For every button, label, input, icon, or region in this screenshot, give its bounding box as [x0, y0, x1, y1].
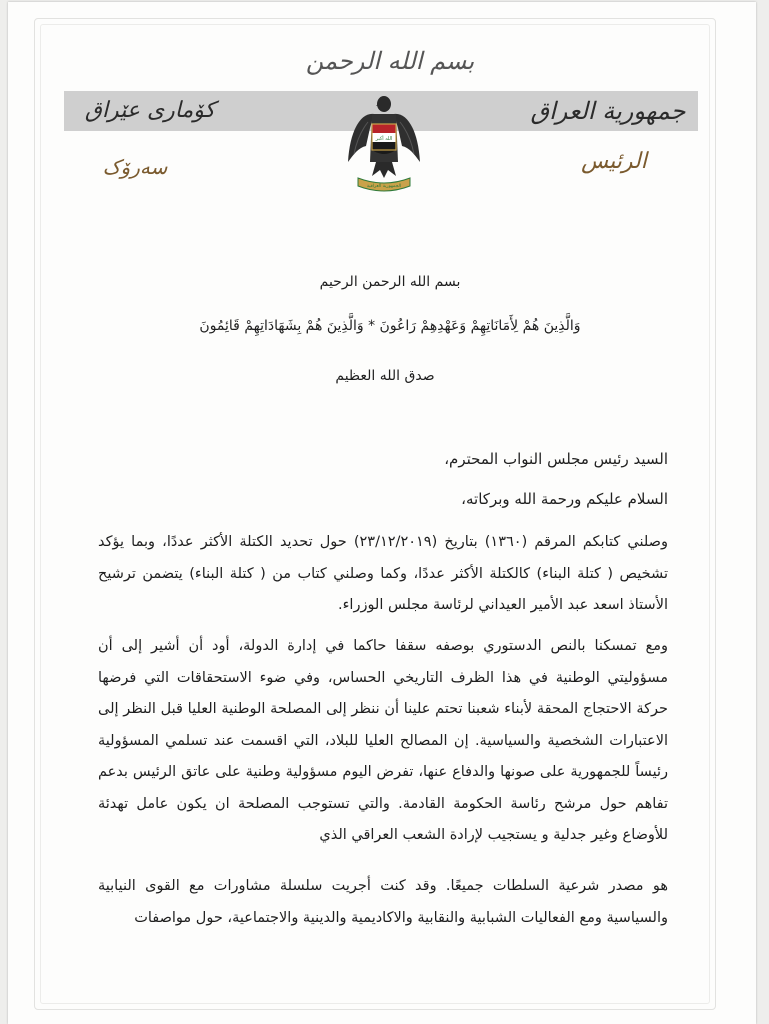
republic-name: جمهورية العراق: [530, 97, 686, 125]
basmala-calligraphy: بسم الله الرحمن: [305, 47, 475, 75]
letter-paragraph-2: ومع تمسكنا بالنص الدستوري بوصفه سقفا حاكما في إدارة الدولة، أود أن أشير إلى أن مسؤوليتي الوطنية في هذا الظرف التاريخي الحساس، وفي ضوء الاستحقاقات التي فرضها حركة الاحتجاج المحقة لأبناء شعبنا تحتم علينا أن ننظر إلى المصلحة الوطنية العليا قبل النظر إلى الاعتبارات الشخصية والسياسية. إن المصالح العليا للبلاد، التي اقسمت عند تسلمي المسؤولية رئيساً للجمهورية على صونها والدفاع عنها، تفرض اليوم مسؤولية وطنية على عاتق الرئيس بدعم تفاهم حول مرشح رئاسة الحكومة القادمة. والتي تستوجب المصلحة ان يكون عامل تهدئة للأوضاع وغير جدلية و يستجيب لإرادة الشعب العراقي الذي: [98, 638, 668, 843]
shield-inscription: الله أكبر: [375, 136, 393, 142]
republic-name-kurdish: کۆماری عێراق: [84, 98, 216, 123]
letter-greeting: السلام عليكم ورحمة الله وبركاته،: [461, 490, 668, 508]
iraq-eagle-emblem: [344, 92, 424, 198]
eagle-right-wing: [394, 114, 420, 162]
shield-red-stripe: [372, 124, 396, 133]
presidency-kurdish: سەرۆک: [102, 155, 168, 179]
letter-salutation: السيد رئيس مجلس النواب المحترم،: [444, 450, 668, 468]
letter-paragraph-1: وصلني كتابكم المرقم (١٣٦٠) بتاريخ (٢٣/١٢/٢٠١٩) حول تحديد الكتلة الأكثر عددًا، وبما يؤكد تشخيص ( كتلة البناء) كالكتلة الأكثر عددًا، وكما وصلني كتاب من ( كتلة البناء) يتضمن ترشيح الأستاذ اسعد عبد الأمير العيداني لرئاسة مجلس الوزراء.: [98, 534, 668, 613]
presidency-title: الرئيس: [581, 149, 647, 174]
eagle-left-wing: [348, 114, 374, 162]
verse-closing: صدق الله العظيم: [335, 368, 435, 384]
letter-paragraph-3: هو مصدر شرعية السلطات جميعًا. وقد كنت أجريت سلسلة مشاورات مع القوى النيابية والسياسية ومع الفعاليات الشبابية والنقابية والاكاديمية والدينية والاجتماعية، حول مواصفات: [98, 878, 668, 926]
quran-verse: وَالَّذِينَ هُمْ لِأَمَانَاتِهِمْ وَعَهْدِهِمْ رَاعُونَ * وَالَّذِينَ هُمْ بِشَهَادَاتِهِمْ قَائِمُونَ: [199, 318, 581, 334]
basmala-text: بسم الله الرحمن الرحيم: [319, 274, 461, 290]
emblem-scroll-text: الجمهورية العراقية: [366, 184, 402, 189]
